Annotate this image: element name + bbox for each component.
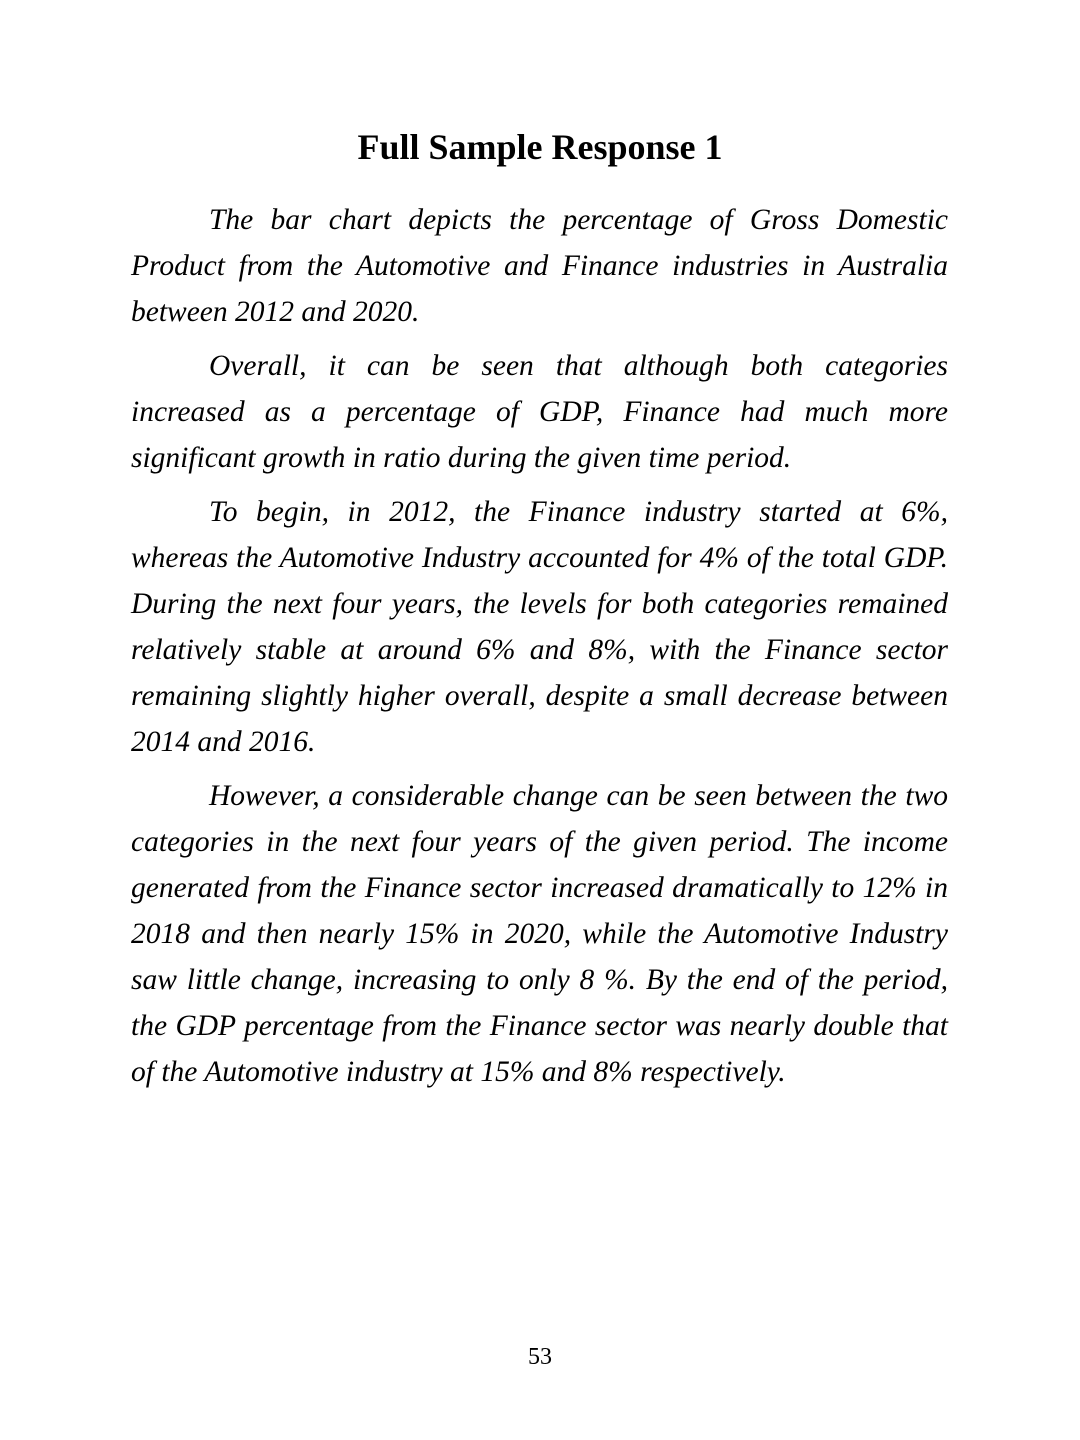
paragraph-introduction: The bar chart depicts the percentage of Gross Domestic Product from the Automotive and Finance industries in Australia between 2012 and 2020.: [131, 204, 948, 328]
paragraph-body-1: To begin, in 2012, the Finance industry started at 6%, whereas the Automotive Industry accounted for 4% of the total GDP. During the next four years, the levels for both categories remained relatively stable at around 6% and 8%, with the Finance sector remaining slightly higher overall, despite a small decrease between 2014 and 2016.: [131, 496, 948, 758]
paragraph-overview: Overall, it can be seen that although both categories increased as a percentage of GDP, Finance had much more significant growth in ratio during the given time period.: [131, 350, 948, 474]
page-number: 53: [528, 1344, 552, 1370]
response-body: [131, 197, 948, 1103]
page-title: Full Sample Response 1: [357, 127, 723, 167]
paragraph-body-2: However, a considerable change can be seen between the two categories in the next four years of the given period. The income generated from the Finance sector increased dramatically to 12% in 2018 and then nearly 15% in 2020, while the Automotive Industry saw little change, increasing to only 8 %. By the end of the period, the GDP percentage from the Finance sector was nearly double that of the Automotive industry at 15% and 8% respectively.: [131, 780, 948, 1088]
